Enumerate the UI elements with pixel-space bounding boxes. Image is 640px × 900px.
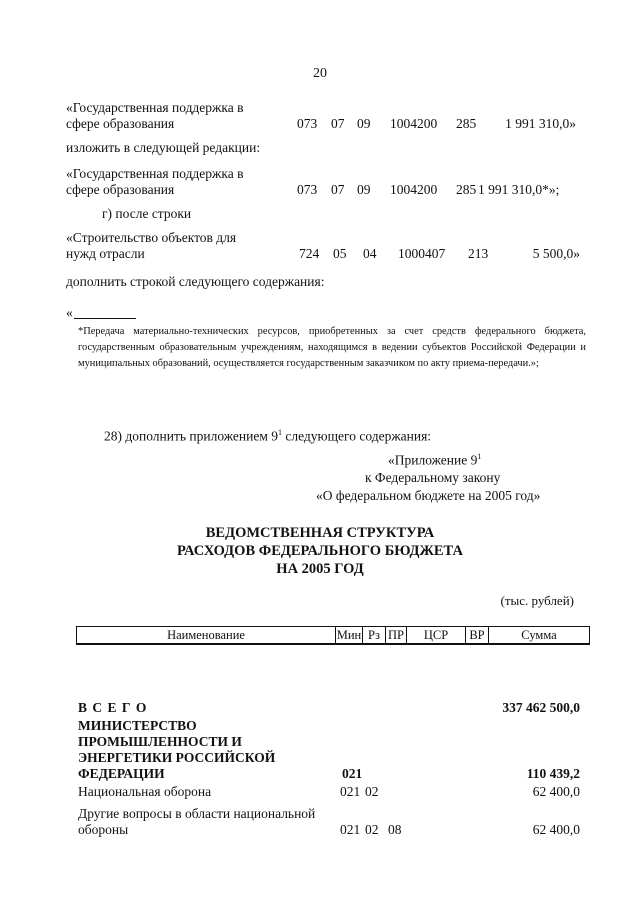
col-header-sum: Сумма (489, 627, 590, 645)
doc-title-line3: НА 2005 ГОД (276, 561, 364, 577)
col-header-name: Наименование (77, 627, 336, 645)
row-min: 724 (299, 246, 320, 261)
row-csr: 1000407 (398, 246, 446, 261)
row-sum: 1 991 310,0*»; (478, 182, 560, 197)
row-pr: 09 (357, 116, 371, 131)
row-csr: 1004200 (390, 116, 438, 131)
row-rz: 02 (365, 784, 379, 799)
row-name-line1: «Строительство объектов для (66, 230, 237, 245)
row-pr: 08 (388, 822, 402, 837)
row-rz: 07 (331, 116, 345, 131)
col-header-pr: ПР (386, 627, 407, 645)
item-28-sup: 1 (278, 428, 283, 437)
row-min: 021 (340, 784, 361, 799)
text-dopolnit: дополнить строкой следующего содержания: (66, 274, 325, 289)
row-min: 073 (297, 116, 318, 131)
row-rz: 02 (365, 822, 379, 837)
row-sum: 62 400,0 (532, 784, 580, 799)
row-name-line2: обороны (78, 822, 129, 837)
footnote-text: *Передача материально-технических ресурсов, приобретенных за счет средств федерального бюджета, государственным образовательным учреждениям, находящимся в ведении субъектов Российской Федерации и муниципальных образований, осуществляется государственным заказчиком по акту приема-передачи.»; (78, 326, 586, 369)
text-izlozhit: изложить в следующей редакции: (66, 140, 261, 155)
row-sum: 1 991 310,0» (505, 116, 576, 131)
row-pr: 04 (363, 246, 377, 261)
ministry-name-line2: ПРОМЫШЛЕННОСТИ И (78, 734, 242, 749)
appendix-line1 (388, 452, 481, 468)
doc-title-line1: ВЕДОМСТВЕННАЯ СТРУКТУРА (205, 525, 435, 541)
col-header-rz: Рз (363, 627, 386, 645)
appendix-line2: к Федеральному закону (365, 470, 501, 485)
row-csr: 1004200 (390, 182, 438, 197)
col-header-min: Мин (336, 627, 363, 645)
row-vr: 285 (456, 182, 477, 197)
row-vr: 213 (468, 246, 489, 261)
row-min: 073 (297, 182, 318, 197)
row-vr: 285 (456, 116, 477, 131)
row-name-line1: Другие вопросы в области национальной (78, 806, 316, 821)
quote-open: « (66, 305, 73, 320)
ministry-name-line1: МИНИСТЕРСТВО (78, 718, 197, 733)
appendix-title: «Приложение 9 (388, 452, 478, 468)
col-header-csr: ЦСР (407, 627, 466, 645)
ministry-sum: 110 439,2 (526, 766, 580, 781)
row-rz: 07 (331, 182, 345, 197)
total-label: В С Е Г О (78, 700, 148, 715)
text-posle-stroki: г) после строки (102, 206, 192, 221)
row-min: 021 (340, 822, 361, 837)
ministry-name-line3: ЭНЕРГЕТИКИ РОССИЙСКОЙ (78, 750, 276, 765)
row-sum: 5 500,0» (532, 246, 580, 261)
row-name-line2: сфере образования (66, 116, 175, 131)
footnote-separator-line (74, 318, 136, 319)
total-sum: 337 462 500,0 (502, 700, 580, 715)
page-number: 20 (313, 66, 327, 81)
row-pr: 09 (357, 182, 371, 197)
item-28-text-after: следующего содержания: (282, 428, 432, 444)
row-name-line2: нужд отрасли (66, 246, 145, 261)
row-name: Национальная оборона (78, 784, 212, 799)
row-name-line1: «Государственная поддержка в (66, 166, 244, 181)
table-header (76, 626, 590, 645)
item-28-text: 28) дополнить приложением 9 (104, 428, 279, 444)
ministry-min: 021 (342, 766, 363, 781)
row-rz: 05 (333, 246, 347, 261)
appendix-sup: 1 (477, 452, 482, 461)
doc-title-line2: РАСХОДОВ ФЕДЕРАЛЬНОГО БЮДЖЕТА (177, 543, 463, 559)
appendix-line3: «О федеральном бюджете на 2005 год» (316, 488, 541, 503)
row-name-line2: сфере образования (66, 182, 175, 197)
col-header-vr: ВР (466, 627, 489, 645)
ministry-name-line4: ФЕДЕРАЦИИ (78, 766, 165, 781)
units-label: (тыс. рублей) (500, 593, 574, 608)
row-name-line1: «Государственная поддержка в (66, 100, 244, 115)
item-28 (104, 428, 431, 444)
row-sum: 62 400,0 (532, 822, 580, 837)
